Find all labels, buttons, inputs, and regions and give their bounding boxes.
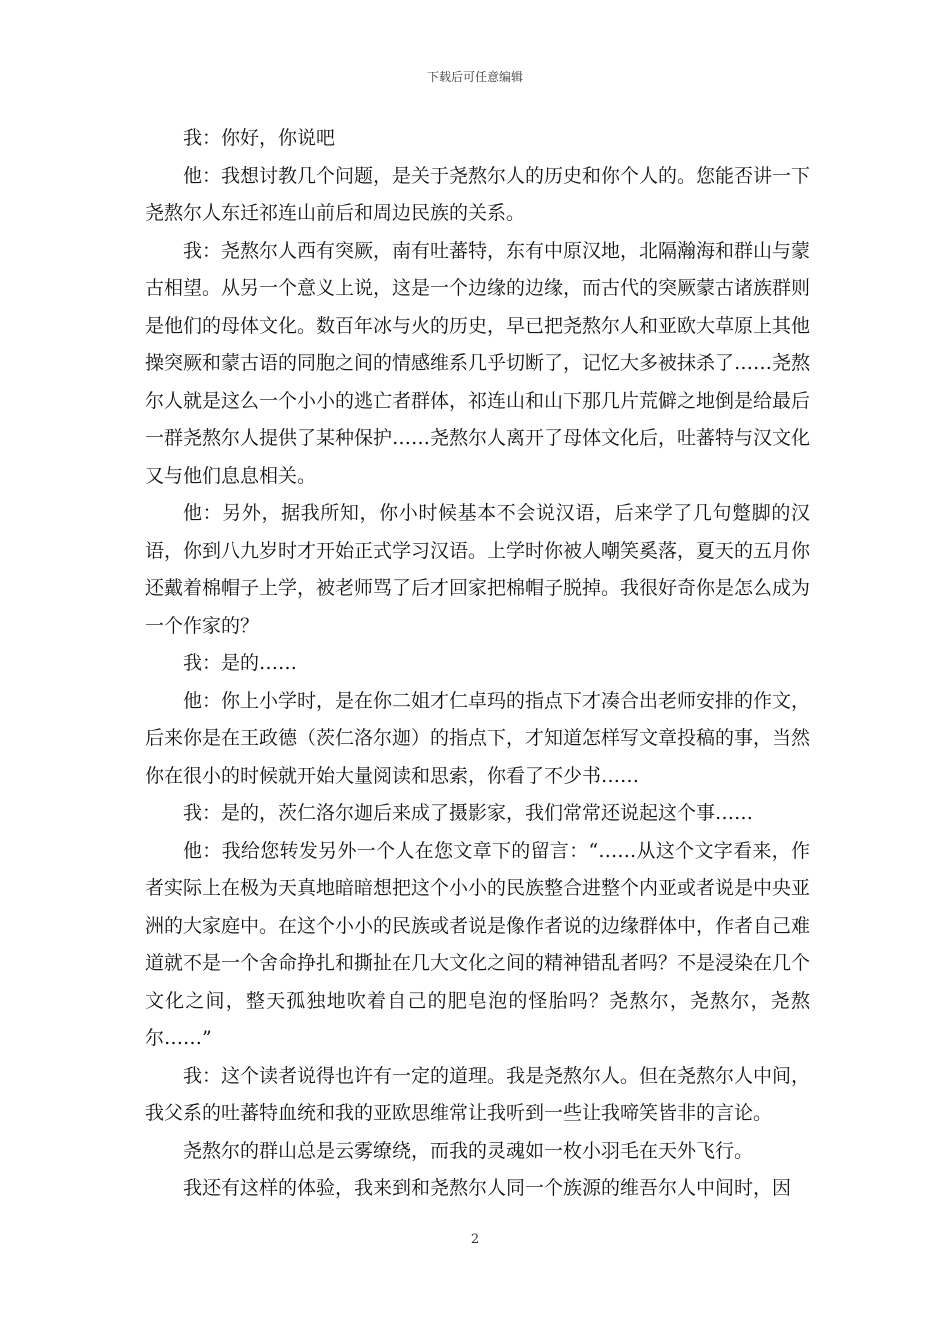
page-number: 2 xyxy=(470,1232,480,1247)
paragraph: 他：你上小学时，是在你二姐才仁卓玛的指点下才凑合出老师安排的作文，后来你是在王政德（茨仁洛尔迦）的指点下，才知道怎样写文章投稿的事，当然你在很小的时候就开始大量阅读和思索，你看了不少书…… xyxy=(145,689,811,787)
paragraph: 他：我想讨教几个问题，是关于尧熬尔人的历史和你个人的。您能否讲一下尧熬尔人东迁祁连山前后和周边民族的关系。 xyxy=(145,164,811,224)
paragraph: 我：这个读者说得也许有一定的道理。我是尧熬尔人。但在尧熬尔人中间，我父系的吐蕃特血统和我的亚欧思维常让我听到一些让我啼笑皆非的言论。 xyxy=(145,1064,811,1124)
paragraph: 我：尧熬尔人西有突厥，南有吐蕃特，东有中原汉地，北隔瀚海和群山与蒙古相望。从另一个意义上说，这是一个边缘的边缘，而古代的突厥蒙古诸族群则是他们的母体文化。数百年冰与火的历史，早已把尧熬尔人和亚欧大草原上其他操突厥和蒙古语的同胞之间的情感维系几乎切断了，记忆大多被抹杀了……尧熬尔人就是这么一个小小的逃亡者群体，祁连山和山下那几片荒僻之地倒是给最后一群尧熬尔人提供了某种保护……尧熬尔人离开了母体文化后，吐蕃特与汉文化又与他们息息相关。 xyxy=(145,239,811,487)
body-text xyxy=(145,120,810,1208)
paragraph: 尧熬尔的群山总是云雾缭绕，而我的灵魂如一枚小羽毛在天外飞行。 xyxy=(183,1139,754,1162)
paragraph: 他：另外，据我所知，你小时候基本不会说汉语，后来学了几句蹩脚的汉语，你到八九岁时才开始正式学习汉语。上学时你被人嘲笑奚落，夏天的五月你还戴着棉帽子上学，被老师骂了后才回家把棉帽子脱掉。我很好奇你是怎么成为一个作家的？ xyxy=(145,502,811,637)
paragraph: 我还有这样的体验，我来到和尧熬尔人同一个族源的维吾尔人中间时，因 xyxy=(183,1177,792,1199)
page-header: 下载后可任意编辑 xyxy=(426,70,523,84)
paragraph: 我：是的，茨仁洛尔迦后来成了摄影家，我们常常还说起这个事…… xyxy=(183,802,754,824)
paragraph: 他：我给您转发另外一个人在您文章下的留言：“……从这个文字看来，作者实际上在极为天真地暗暗想把这个小小的民族整合进整个内亚或者说是中央亚洲的大家庭中。在这个小小的民族或者说是像作者说的边缘群体中，作者自己难道就不是一个舍命挣扎和撕扯在几大文化之间的精神错乱者吗？不是浸染在几个文化之间，整天孤独地吹着自己的肥皂泡的怪胎吗？尧熬尔，尧熬尔，尧熬尔……” xyxy=(145,839,811,1049)
paragraph: 我：你好，你说吧 xyxy=(183,127,336,149)
paragraph: 我：是的…… xyxy=(183,652,298,674)
